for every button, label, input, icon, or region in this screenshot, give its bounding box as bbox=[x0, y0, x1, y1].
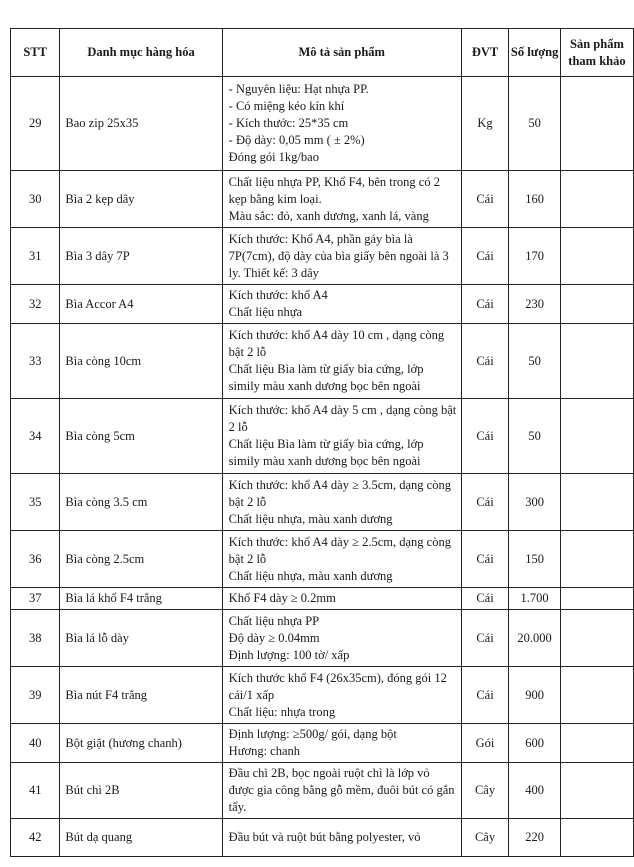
row-stt: 35 bbox=[11, 474, 60, 531]
description-line: Chất liệu nhựa PP bbox=[228, 613, 320, 628]
row-category: Bìa Accor A4 bbox=[60, 285, 222, 324]
row-reference bbox=[560, 171, 633, 228]
table-body bbox=[11, 77, 634, 857]
header-reference: Sản phẩm tham khảo bbox=[560, 29, 633, 77]
description-line: Khổ F4 dày ≥ 0.2mm bbox=[228, 591, 336, 605]
description-line: Chất liệu nhựa PP, Khổ F4, bên trong có 2 kẹp bằng kim loại. bbox=[228, 174, 440, 206]
row-description bbox=[222, 228, 461, 285]
row-unit: Cái bbox=[461, 610, 509, 667]
row-reference bbox=[560, 588, 633, 610]
row-category: Bìa 2 kẹp dây bbox=[60, 171, 222, 228]
row-reference bbox=[560, 667, 633, 724]
description-line: Chất liệu Bìa làm từ giấy bìa cứng, lớp simily màu xanh dương bọc bên ngoài bbox=[228, 437, 424, 468]
row-description bbox=[222, 171, 461, 228]
row-reference bbox=[560, 819, 633, 857]
row-category: Bìa còng 5cm bbox=[60, 399, 222, 474]
row-stt: 41 bbox=[11, 763, 60, 819]
row-description bbox=[222, 724, 461, 763]
description-line: Kích thước khổ F4 (26x35cm), đóng gói 12 cái/1 xấp bbox=[228, 670, 447, 702]
row-unit: Cái bbox=[461, 324, 509, 399]
row-stt: 30 bbox=[11, 171, 60, 228]
row-stt: 29 bbox=[11, 77, 60, 171]
row-category: Bột giặt (hương chanh) bbox=[60, 724, 222, 763]
table-row bbox=[11, 819, 634, 857]
description-line: Chất liệu: nhựa trong bbox=[228, 704, 336, 719]
row-category: Bìa còng 10cm bbox=[60, 324, 222, 399]
row-reference bbox=[560, 474, 633, 531]
row-unit: Cái bbox=[461, 474, 509, 531]
table-row bbox=[11, 474, 634, 531]
description-line: Kích thước: khổ A4 dày 5 cm , dạng còng bật 2 lỗ bbox=[228, 403, 457, 434]
row-quantity: 50 bbox=[509, 77, 561, 171]
row-quantity: 150 bbox=[509, 531, 561, 588]
row-description bbox=[222, 531, 461, 588]
row-reference bbox=[560, 285, 633, 324]
row-reference bbox=[560, 763, 633, 819]
row-quantity: 50 bbox=[509, 399, 561, 474]
table-row bbox=[11, 724, 634, 763]
description-line: Đóng gói 1kg/bao bbox=[228, 150, 319, 164]
row-reference bbox=[560, 77, 633, 171]
row-unit: Cái bbox=[461, 531, 509, 588]
row-category: Bao zip 25x35 bbox=[60, 77, 222, 171]
header-quantity: Số lượng bbox=[509, 29, 561, 77]
header-stt: STT bbox=[11, 29, 60, 77]
row-stt: 40 bbox=[11, 724, 60, 763]
row-description bbox=[222, 819, 461, 857]
header-description: Mô tả sản phẩm bbox=[222, 29, 461, 77]
description-line: Kích thước: khổ A4 dày 10 cm , dạng còng bật 2 lỗ bbox=[228, 328, 445, 359]
row-description bbox=[222, 610, 461, 667]
row-category: Bìa lá khổ F4 trắng bbox=[60, 588, 222, 610]
header-category: Danh mục hàng hóa bbox=[60, 29, 222, 77]
row-quantity: 20.000 bbox=[509, 610, 561, 667]
row-quantity: 160 bbox=[509, 171, 561, 228]
row-quantity: 170 bbox=[509, 228, 561, 285]
row-stt: 38 bbox=[11, 610, 60, 667]
row-description bbox=[222, 77, 461, 171]
row-reference bbox=[560, 228, 633, 285]
description-line: Chất liệu nhựa, màu xanh dương bbox=[228, 568, 393, 583]
description-line: Hương: chanh bbox=[228, 744, 301, 758]
header-row bbox=[11, 29, 634, 77]
row-reference bbox=[560, 531, 633, 588]
table-row bbox=[11, 77, 634, 171]
row-stt: 36 bbox=[11, 531, 60, 588]
row-stt: 31 bbox=[11, 228, 60, 285]
row-description bbox=[222, 285, 461, 324]
row-description bbox=[222, 399, 461, 474]
row-quantity: 300 bbox=[509, 474, 561, 531]
row-stt: 34 bbox=[11, 399, 60, 474]
description-line: Kích thước: khổ A4 dày ≥ 3.5cm, dạng còng bật 2 lỗ bbox=[228, 477, 451, 509]
row-reference bbox=[560, 724, 633, 763]
row-stt: 39 bbox=[11, 667, 60, 724]
table-row bbox=[11, 588, 634, 610]
description-line: - Độ dày: 0,05 mm ( ± 2%) bbox=[228, 133, 365, 147]
row-unit: Cây bbox=[461, 763, 509, 819]
row-stt: 32 bbox=[11, 285, 60, 324]
row-category: Bìa lá lỗ dày bbox=[60, 610, 222, 667]
row-unit: Cái bbox=[461, 228, 509, 285]
table-row bbox=[11, 531, 634, 588]
row-category: Bìa nút F4 trắng bbox=[60, 667, 222, 724]
row-unit: Gói bbox=[461, 724, 509, 763]
description-line: - Có miệng kéo kín khí bbox=[228, 99, 345, 113]
description-line: Độ dày ≥ 0.04mm bbox=[228, 630, 320, 645]
row-quantity: 50 bbox=[509, 324, 561, 399]
table-row bbox=[11, 285, 634, 324]
table-row bbox=[11, 228, 634, 285]
row-quantity: 400 bbox=[509, 763, 561, 819]
row-stt: 37 bbox=[11, 588, 60, 610]
row-reference bbox=[560, 399, 633, 474]
table-row bbox=[11, 763, 634, 819]
description-line: Kích thước: khổ A4 bbox=[228, 288, 328, 302]
header-unit: ĐVT bbox=[461, 29, 509, 77]
row-unit: Cái bbox=[461, 171, 509, 228]
description-line: Đầu chì 2B, bọc ngoài ruột chì là lớp vỏ được gia công bằng gỗ mềm, đuôi bút có gắn tẩy. bbox=[228, 766, 455, 814]
row-unit: Kg bbox=[461, 77, 509, 171]
row-unit: Cây bbox=[461, 819, 509, 857]
row-quantity: 1.700 bbox=[509, 588, 561, 610]
row-unit: Cái bbox=[461, 588, 509, 610]
row-quantity: 230 bbox=[509, 285, 561, 324]
row-unit: Cái bbox=[461, 285, 509, 324]
table-row bbox=[11, 324, 634, 399]
description-line: Định lượng: ≥500g/ gói, dạng bột bbox=[228, 727, 397, 741]
row-quantity: 900 bbox=[509, 667, 561, 724]
row-category: Bìa còng 2.5cm bbox=[60, 531, 222, 588]
description-line: Định lượng: 100 tờ/ xấp bbox=[228, 647, 350, 662]
description-line: - Nguyên liệu: Hạt nhựa PP. bbox=[228, 82, 369, 96]
row-description bbox=[222, 588, 461, 610]
row-quantity: 220 bbox=[509, 819, 561, 857]
table-row bbox=[11, 399, 634, 474]
row-category: Bìa 3 dây 7P bbox=[60, 228, 222, 285]
table-row bbox=[11, 171, 634, 228]
table-row bbox=[11, 667, 634, 724]
description-line: Chất liệu Bìa làm từ giấy bìa cứng, lớp simily màu xanh dương bọc bên ngoài bbox=[228, 362, 424, 393]
row-stt: 42 bbox=[11, 819, 60, 857]
row-category: Bút chì 2B bbox=[60, 763, 222, 819]
row-description bbox=[222, 667, 461, 724]
description-line: Kích thước: khổ A4 dày ≥ 2.5cm, dạng còng bật 2 lỗ bbox=[228, 534, 451, 566]
description-line: Đầu bút và ruột bút bằng polyester, vỏ bbox=[228, 830, 421, 844]
row-stt: 33 bbox=[11, 324, 60, 399]
row-description bbox=[222, 324, 461, 399]
product-table bbox=[10, 28, 634, 857]
row-unit: Cái bbox=[461, 399, 509, 474]
table-row bbox=[11, 610, 634, 667]
row-quantity: 600 bbox=[509, 724, 561, 763]
row-description bbox=[222, 763, 461, 819]
description-line: Kích thước: Khổ A4, phần gáy bìa là 7P(7cm), độ dày của bìa giấy bên ngoài là 3 ly. Thiết kế: 3 dây bbox=[228, 231, 449, 280]
description-line: - Kích thước: 25*35 cm bbox=[228, 116, 349, 130]
description-line: Chất liệu nhựa bbox=[228, 305, 303, 319]
row-category: Bìa còng 3.5 cm bbox=[60, 474, 222, 531]
row-reference bbox=[560, 324, 633, 399]
row-reference bbox=[560, 610, 633, 667]
description-line: Màu sắc: đỏ, xanh dương, xanh lá, vàng bbox=[228, 208, 429, 223]
row-category: Bút dạ quang bbox=[60, 819, 222, 857]
row-description bbox=[222, 474, 461, 531]
description-line: Chất liệu nhựa, màu xanh dương bbox=[228, 511, 393, 526]
row-unit: Cái bbox=[461, 667, 509, 724]
